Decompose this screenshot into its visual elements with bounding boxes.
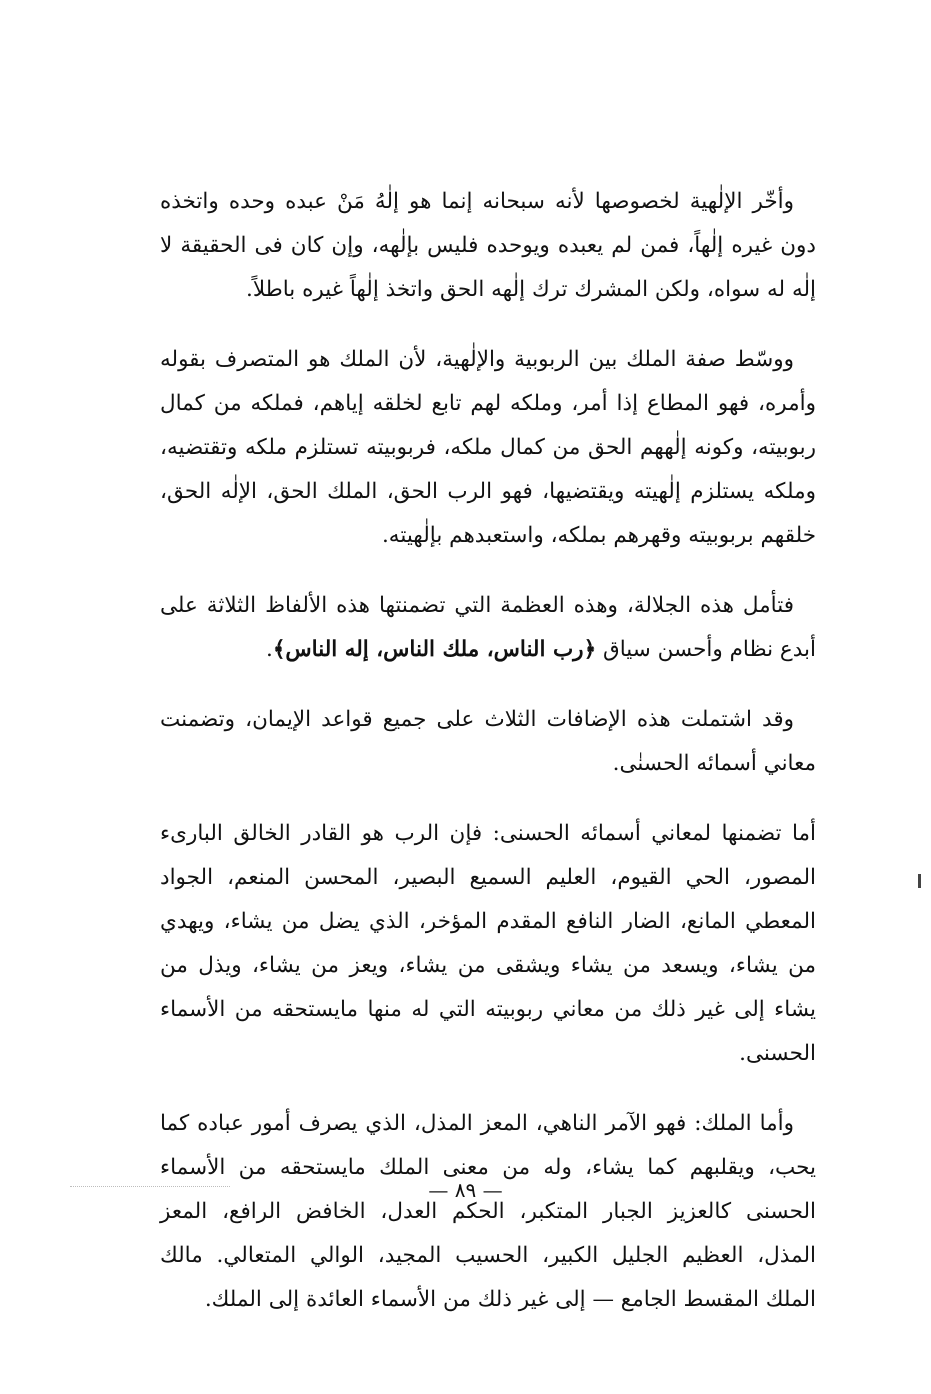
paragraph-1: وأخّر الإلٰهية لخصوصها لأنه سبحانه إنما هو إلٰهُ مَنْ عبده وحده واتخذه دون غيره إلٰهاً، فمن لم يعبده ويوحده فليس بإلٰهه، وإن كان فى الحقيقة لا إلٰه له سواه، ولكن المشرك ترك إلٰهه الحق واتخذ إلٰهاً غيره باطلاً. (160, 189, 816, 302)
paragraph-4: وقد اشتملت هذه الإضافات الثلاث على جميع قواعد الإيمان، وتضمنت معاني أسمائه الحسنٰى. (160, 707, 816, 776)
paragraph-3-end: . (265, 637, 273, 662)
page-body (160, 180, 816, 1348)
paragraph-2: ووسّط صفة الملك بين الربوبية والإلٰهية، لأن الملك هو المتصرف بقوله وأمره، فهو المطاع إذا أمر، وملكه لهم تابع لخلقه إياهم، فملكه من كمال ربوبيته، وكونه إلٰههم الحق من كمال ملكه، فربوبيته تستلزم ملكه وتقتضيه، وملكه يستلزم إلٰهيته ويقتضيها، فهو الرب الحق، الملك الحق، الإلٰه الحق، خلقهم بربوبيته وقهرهم بملكه، واستعبدهم بإلٰهيته. (160, 347, 816, 548)
quran-quote: ﴿رب الناس، ملك الناس، إله الناس﴾ (272, 637, 597, 662)
paragraph-6: وأما الملك: فهو الآمر الناهي، المعز المذل، الذي يصرف أمور عباده كما يحب، ويقلبهم كما يشاء، وله من معنى الملك مايستحقه من الأسماء الحسنى كالعزيز الجبار المتكبر، الحكم العدل، الخافض الرافع، المعز المذل، العظيم الجليل الكبير، الحسيب المجيد، الوالي المتعالي. مالك الملك المقسط الجامع — إلى غير ذلك من الأسماء العائدة إلى الملك. (160, 1111, 816, 1312)
paragraph-3-text: فتأمل هذه الجلالة، وهذه العظمة التي تضمنتها هذه الألفاظ الثلاثة على أبدع نظام وأحسن سياق (160, 593, 816, 662)
scan-dotted-artifact (70, 1186, 230, 1189)
paragraph-5: أما تضمنها لمعاني أسمائه الحسنى: فإن الرب هو القادر الخالق البارىء المصور، الحي القيوم، العليم السميع البصير، المحسن المنعم، الجواد المعطي المانع، الضار النافع المقدم المؤخر، الذي يضل من يشاء، ويهدي من يشاء، ويسعد من يشاء ويشقى من يشاء، ويعز من يشاء، ويذل من يشاء إلى غير ذلك من معاني ربوبيته التي له منها مايستحقه من الأسماء الحسنى. (160, 821, 816, 1066)
margin-mark (918, 874, 921, 888)
page-number: — ٨٩ — (428, 1178, 503, 1202)
paragraph-3 (160, 584, 816, 672)
